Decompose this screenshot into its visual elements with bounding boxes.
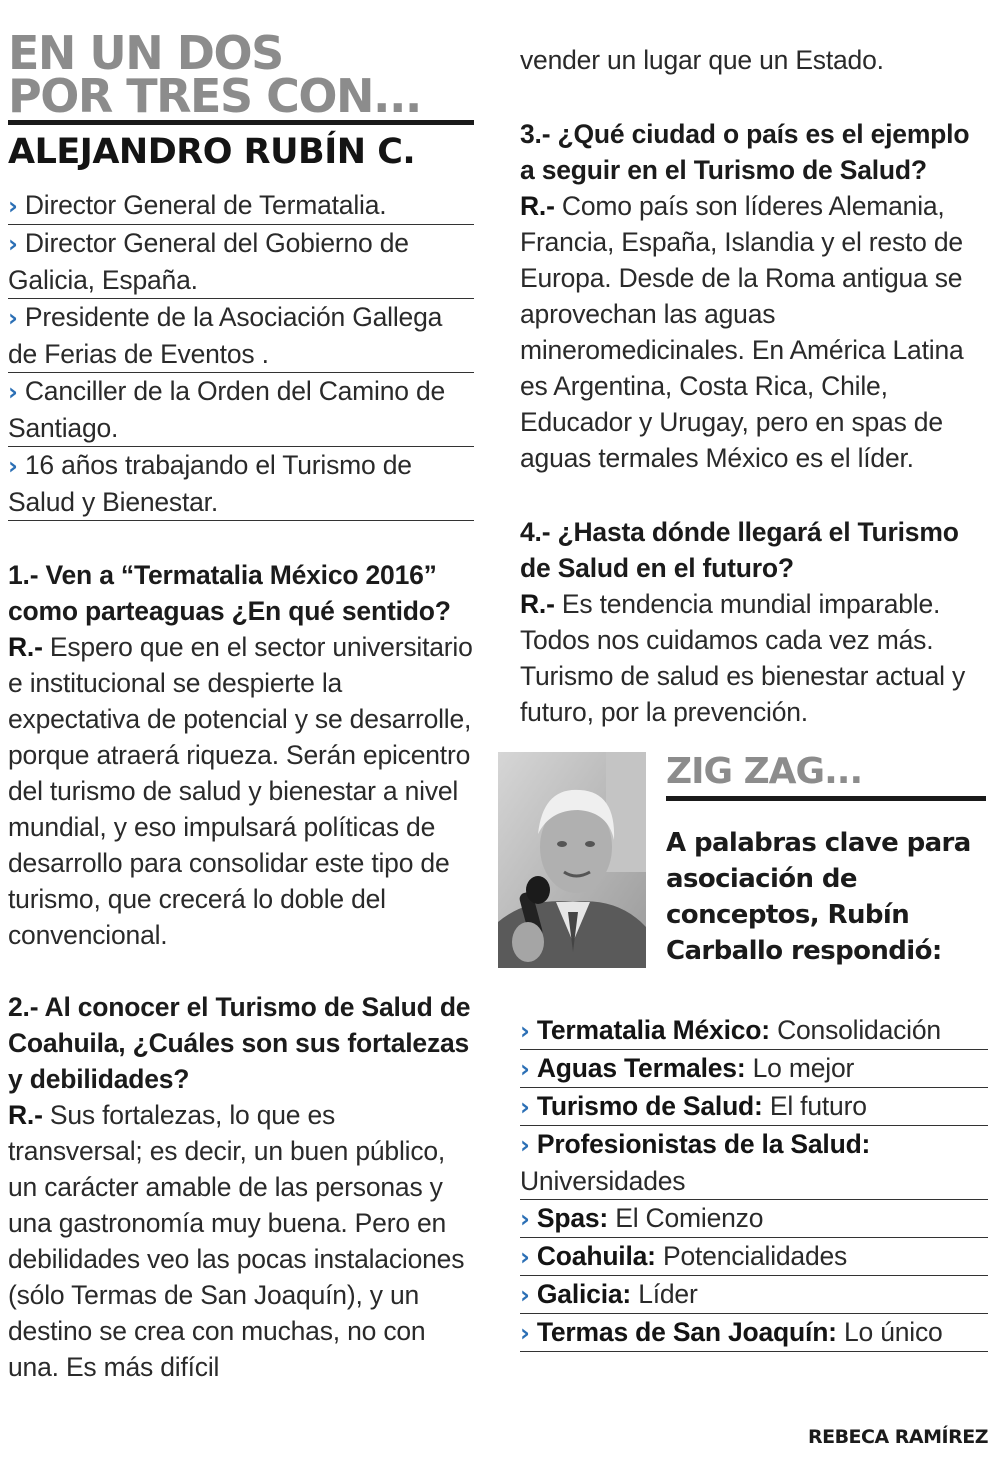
chevron-right-icon: ›	[520, 1205, 530, 1233]
credential-item: › Director General del Gobierno de Galicia, España.	[8, 225, 474, 299]
answer-3: Como país son líderes Alemania, Francia, España, Islandia y el resto de Europa. Desde de la Roma antigua se aprovechan las aguas mineromedicinales. En América Latina es Argentina, Costa Rica, Chile, Educador y Urugay, pero en spas de aguas termales México es el líder.	[520, 191, 964, 473]
portrait-illustration	[498, 752, 646, 968]
keyword-item: › Galicia: Líder	[520, 1276, 988, 1314]
keyword-item: › Spas: El Comienzo	[520, 1200, 988, 1238]
zigzag-panel	[666, 752, 986, 969]
headline-line-1: EN UN DOS	[8, 26, 283, 80]
answer-marker: R.-	[8, 1100, 43, 1130]
chevron-right-icon: ›	[520, 1281, 530, 1309]
credential-item: › Director General de Termatalia.	[8, 187, 474, 225]
zigzag-intro: A palabras clave para asociación de conceptos, Rubín Carballo respondió:	[666, 828, 971, 966]
chevron-right-icon: ›	[8, 192, 18, 220]
keyword-item: › Turismo de Salud: El futuro	[520, 1088, 988, 1126]
chevron-right-icon: ›	[520, 1093, 530, 1121]
zigzag-rule	[666, 796, 986, 801]
credential-item: › 16 años trabajando el Turismo de Salud y Bienestar.	[8, 447, 474, 521]
chevron-right-icon: ›	[520, 1131, 530, 1159]
chevron-right-icon: ›	[8, 230, 18, 258]
answer-marker: R.-	[520, 191, 555, 221]
interviewee-name: ALEJANDRO RUBÍN C.	[8, 132, 416, 172]
portrait-photo	[498, 752, 646, 968]
keyword-item: › Profesionistas de la Salud: Universidades	[520, 1126, 988, 1200]
answer-marker: R.-	[520, 589, 555, 619]
keyword-item: › Termas de San Joaquín: Lo único	[520, 1314, 988, 1352]
chevron-right-icon: ›	[520, 1055, 530, 1083]
chevron-right-icon: ›	[8, 378, 18, 406]
zigzag-section	[496, 752, 988, 982]
keyword-item: › Coahuila: Potencialidades	[520, 1238, 988, 1276]
qa-block-1	[8, 557, 474, 953]
chevron-right-icon: ›	[8, 304, 18, 332]
keyword-item: › Aguas Termales: Lo mejor	[520, 1050, 988, 1088]
credentials-list	[8, 187, 474, 521]
keyword-list	[520, 1012, 988, 1352]
credential-item: › Canciller de la Orden del Camino de Santiago.	[8, 373, 474, 447]
answer-4: Es tendencia mundial imparable. Todos nos cuidamos cada vez más. Turismo de salud es bienestar actual y futuro, por la prevención.	[520, 589, 966, 727]
chevron-right-icon: ›	[8, 452, 18, 480]
qa-block-4	[520, 514, 988, 730]
chevron-right-icon: ›	[520, 1017, 530, 1045]
answer-marker: R.-	[8, 632, 43, 662]
right-column	[520, 0, 988, 1347]
left-column	[8, 0, 474, 1385]
keyword-item: › Termatalia México: Consolidación	[520, 1012, 988, 1050]
answer-1: Espero que en el sector universitario e institucional se despierte la expectativa de potencial y se desarrolle, porque atraerá riqueza. Serán epicentro del turismo de salud y bienestar a nivel mundial, y eso impulsará políticas de desarrollo para consolidar este tipo de turismo, que crecerá lo doble del convencional.	[8, 632, 473, 950]
question-2: 2.- Al conocer el Turismo de Salud de Coahuila, ¿Cuáles son sus fortalezas y debilidades?	[8, 992, 471, 1094]
qa-block-2	[8, 989, 474, 1385]
zigzag-title: ZIG ZAG...	[666, 751, 863, 792]
headline	[8, 26, 474, 123]
credential-item: › Presidente de la Asociación Gallega de Ferias de Eventos .	[8, 299, 474, 373]
qa-block-3	[520, 116, 988, 476]
chevron-right-icon: ›	[520, 1243, 530, 1271]
question-4: 4.- ¿Hasta dónde llegará el Turismo de Salud en el futuro?	[520, 517, 959, 583]
byline: REBECA RAMÍREZ	[807, 1426, 988, 1448]
chevron-right-icon: ›	[520, 1319, 530, 1347]
headline-line-2: POR TRES CON...	[8, 69, 421, 123]
answer-2-continued: vender un lugar que un Estado.	[520, 45, 884, 75]
answer-2: Sus fortalezas, lo que es transversal; es decir, un buen público, un carácter amable de las personas y una gastronomía muy buena. Pero en debilidades veo las pocas instalaciones (sólo Termas de San Joaquín), y un destino se crea con muchas, no con una. Es más difícil	[8, 1100, 465, 1382]
question-3: 3.- ¿Qué ciudad o país es el ejemplo a seguir en el Turismo de Salud?	[520, 119, 970, 185]
question-1: 1.- Ven a “Termatalia México 2016” como parteaguas ¿En qué sentido?	[8, 560, 451, 626]
